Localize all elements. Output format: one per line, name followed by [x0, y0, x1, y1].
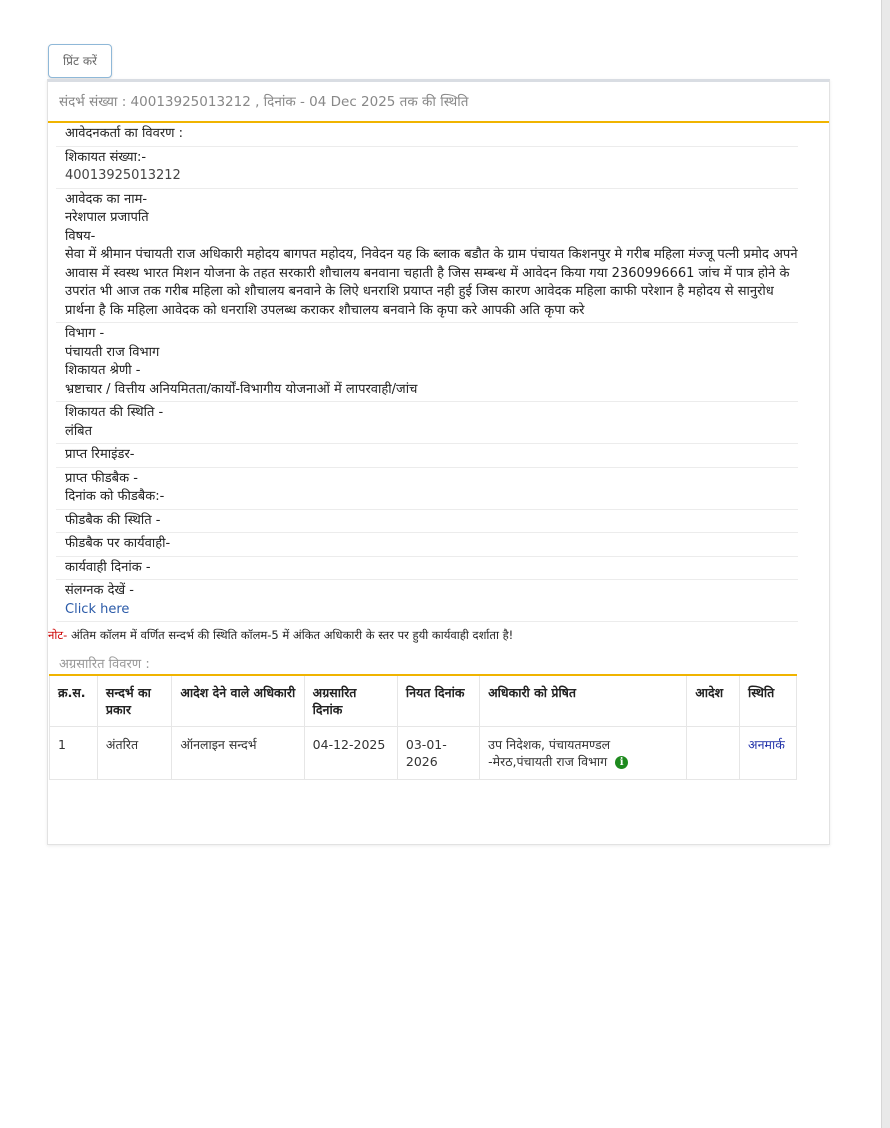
reminder-label: प्राप्त रिमाइंडर-: [65, 447, 135, 462]
attachment-label: संलग्नक देखें -: [65, 583, 134, 598]
feedback-label: प्राप्त फीडबैक -: [65, 470, 138, 486]
cell-sn: 1: [50, 727, 98, 780]
status-panel: [47, 79, 830, 845]
complaint-number-row: [56, 147, 798, 189]
reminder-row: [56, 444, 798, 468]
applicant-name-label: आवेदक का नाम-: [65, 191, 148, 207]
status-link[interactable]: अनमार्क: [748, 737, 785, 752]
col-sent-to: अधिकारी को प्रेषित: [480, 675, 687, 727]
note: [48, 622, 829, 644]
panel-title: संदर्भ संख्या : 40013925013212 , दिनांक - 04 Dec 2025 तक की स्थिति: [48, 82, 829, 123]
cell-due-date: 03-01-2026: [397, 727, 479, 780]
cell-sent-to: [480, 727, 687, 780]
feedback-date-label: दिनांक को फीडबैक:-: [65, 489, 165, 504]
scrollbar-track: [881, 0, 890, 1128]
action-date-label: कार्यवाही दिनांक -: [65, 559, 151, 575]
sent-to-text: उप निदेशक, पंचायतमण्डल -मेरठ,पंचायती राज विभाग: [488, 737, 611, 769]
feedback-status-label: फीडबैक की स्थिति -: [65, 512, 161, 528]
col-status: स्थिति: [740, 675, 797, 727]
info-icon[interactable]: i: [615, 756, 628, 769]
print-button[interactable]: प्रिंट करें: [48, 44, 112, 78]
department: पंचायती राज विभाग: [65, 344, 160, 360]
table-header-row: [50, 675, 797, 727]
category-label: शिकायत श्रेणी -: [65, 363, 141, 378]
applicant-header-row: [56, 123, 798, 147]
subject-text: सेवा में श्रीमान पंचायती राज अधिकारी महोदय बागपत महोदय, निवेदन यह कि ब्लाक बडौत के ग्राम पंचायत किशनपुर मे गरीब महिला मंज्जू पत्नी प्रमोद अपने आवास में स्वस्थ भारत मिशन योजना के तहत सरकारी शौचालय बनवाना चहाती है जिस सम्बन्ध में आवेदन किया गया 2360996661 जांच में पात्र होने के उपरांत भी आज तक गरीब महिला को शौचालय बनवाने के लिऐ धनराशि प्रयाप्त नही हुई जिस कारण आवेदक महिला काफी परेशान है महोदय से सानुरोध प्रार्थना है कि महिला आवेदक को धनराशि उपलब्ध कराकर शौचालय बनवाने कि कृपा करे आपकी अति कृपा करे: [65, 247, 798, 318]
complaint-status-label: शिकायत की स्थिति -: [65, 405, 164, 420]
subject-label: विषय-: [65, 228, 96, 244]
department-label: विभाग -: [65, 326, 105, 341]
attachment-link[interactable]: Click here: [65, 601, 130, 617]
col-sn: क्र.स.: [50, 675, 98, 727]
forward-table: [49, 674, 797, 780]
cell-order: [687, 727, 740, 780]
cell-forward-date: 04-12-2025: [304, 727, 397, 780]
col-forward-date: अग्रसारित दिनांक: [304, 675, 397, 727]
col-order: आदेश: [687, 675, 740, 727]
category: भ्रष्टाचार / वित्तीय अनियमितता/कार्यों-विभागीय योजनाओं में लापरवाही/जांच: [65, 381, 418, 397]
table-row: [50, 727, 797, 780]
col-due-date: नियत दिनांक: [397, 675, 479, 727]
complaint-number: 40013925013212: [65, 168, 181, 183]
col-type: सन्दर्भ का प्रकार: [97, 675, 171, 727]
cell-ordered-by: ऑनलाइन सन्दर्भ: [172, 727, 304, 780]
department-row: [56, 323, 798, 402]
applicant-header: आवेदनकर्ता का विवरण :: [65, 126, 184, 141]
feedback-action-row: [56, 533, 798, 557]
note-text: अंतिम कॉलम में वर्णित सन्दर्भ की स्थिति कॉलम-5 में अंकित अधिकारी के स्तर पर हुयी कार्यवाही दर्शाता है!: [67, 628, 514, 642]
complaint-status: लंबित: [65, 423, 93, 439]
applicant-details: [56, 123, 798, 622]
feedback-action-label: फीडबैक पर कार्यवाही-: [65, 536, 171, 551]
action-date-row: [56, 557, 798, 581]
cell-status: [740, 727, 797, 780]
cell-type: अंतरित: [97, 727, 171, 780]
col-ordered-by: आदेश देने वाले अधिकारी: [172, 675, 304, 727]
feedback-status-row: [56, 510, 798, 534]
attachment-row: [56, 580, 798, 622]
note-prefix: नोट-: [48, 628, 68, 642]
feedback-row: [56, 468, 798, 510]
complaint-number-label: शिकायत संख्या:-: [65, 149, 147, 165]
complaint-status-row: [56, 402, 798, 444]
forward-details-header: अग्रसारित विवरण :: [59, 657, 150, 672]
applicant-subject-row: [56, 189, 798, 324]
applicant-name: नरेशपाल प्रजापति: [65, 210, 149, 225]
